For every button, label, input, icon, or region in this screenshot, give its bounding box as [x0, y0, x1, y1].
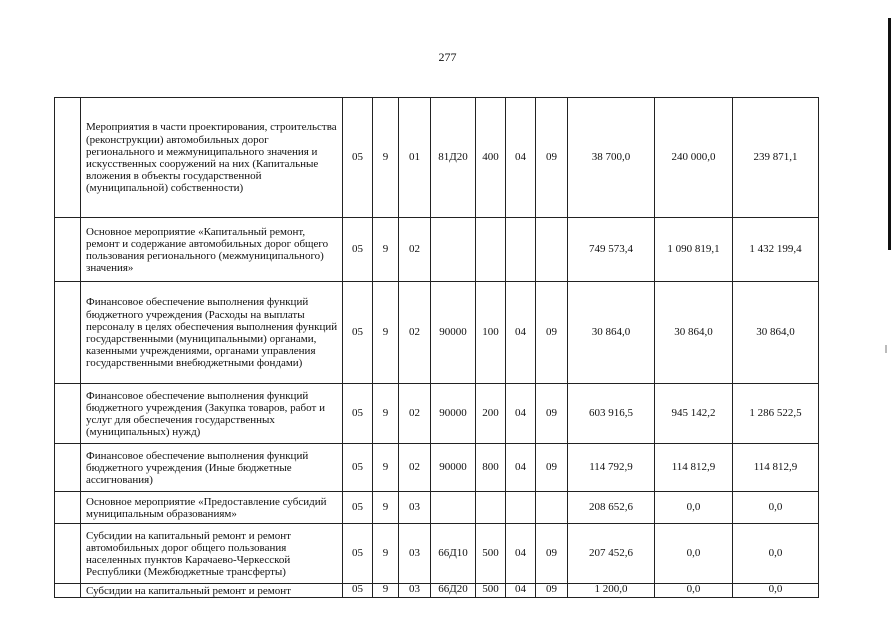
row-amount-cell: 0,0 — [655, 492, 733, 524]
row-amount-cell: 1 090 819,1 — [655, 218, 733, 282]
table-row — [55, 492, 819, 524]
row-code-cell: 05 — [343, 584, 373, 598]
row-code-cell: 05 — [343, 218, 373, 282]
row-code-cell — [476, 492, 506, 524]
row-amount-cell: 38 700,0 — [568, 98, 655, 218]
row-code-cell: 01 — [399, 98, 431, 218]
row-code-cell: 400 — [476, 98, 506, 218]
row-name-cell: Субсидии на капитальный ремонт и ремонт — [81, 584, 343, 598]
row-code-cell: 200 — [476, 384, 506, 444]
row-name-cell: Субсидии на капитальный ремонт и ремонт автомобильных дорог общего пользования населенных пунктов Карачаево-Черкесской Республики (Межбюджетные трансферты) — [81, 524, 343, 584]
budget-table — [54, 97, 819, 598]
row-amount-cell: 208 652,6 — [568, 492, 655, 524]
scan-edge-line — [888, 18, 891, 250]
table-row — [55, 584, 819, 598]
row-code-cell — [536, 492, 568, 524]
scan-artifact — [885, 345, 887, 353]
row-amount-cell: 114 792,9 — [568, 444, 655, 492]
row-amount-cell: 239 871,1 — [733, 98, 819, 218]
row-amount-cell: 945 142,2 — [655, 384, 733, 444]
row-name-cell: Основное мероприятие «Капитальный ремонт, ремонт и содержание автомобильных дорог общего пользования регионального (межмуниципального) значения» — [81, 218, 343, 282]
row-code-cell: 04 — [506, 98, 536, 218]
row-code-cell — [476, 218, 506, 282]
row-code-cell: 04 — [506, 282, 536, 384]
row-amount-cell: 0,0 — [733, 492, 819, 524]
row-amount-cell: 603 916,5 — [568, 384, 655, 444]
table-row — [55, 98, 819, 218]
row-blank-cell — [55, 282, 81, 384]
row-blank-cell — [55, 218, 81, 282]
row-code-cell: 09 — [536, 282, 568, 384]
row-code-cell: 04 — [506, 444, 536, 492]
row-amount-cell: 1 286 522,5 — [733, 384, 819, 444]
row-amount-cell: 30 864,0 — [568, 282, 655, 384]
page-number: 277 — [438, 50, 457, 64]
row-code-cell — [506, 218, 536, 282]
row-code-cell: 03 — [399, 524, 431, 584]
row-code-cell: 81Д20 — [431, 98, 476, 218]
row-code-cell — [431, 492, 476, 524]
row-code-cell — [431, 218, 476, 282]
row-code-cell: 9 — [373, 584, 399, 598]
row-code-cell: 05 — [343, 282, 373, 384]
row-code-cell: 66Д20 — [431, 584, 476, 598]
row-code-cell: 02 — [399, 384, 431, 444]
row-amount-cell: 30 864,0 — [655, 282, 733, 384]
row-code-cell: 02 — [399, 218, 431, 282]
row-amount-cell: 114 812,9 — [733, 444, 819, 492]
table-row — [55, 218, 819, 282]
row-amount-cell: 207 452,6 — [568, 524, 655, 584]
row-code-cell: 800 — [476, 444, 506, 492]
row-code-cell: 09 — [536, 98, 568, 218]
row-code-cell: 9 — [373, 492, 399, 524]
table-row — [55, 524, 819, 584]
row-name-cell: Финансовое обеспечение выполнения функций бюджетного учреждения (Иные бюджетные ассигнования) — [81, 444, 343, 492]
row-amount-cell: 30 864,0 — [733, 282, 819, 384]
row-code-cell: 90000 — [431, 384, 476, 444]
row-code-cell: 90000 — [431, 282, 476, 384]
row-code-cell: 09 — [536, 524, 568, 584]
row-code-cell: 9 — [373, 524, 399, 584]
row-blank-cell — [55, 524, 81, 584]
row-code-cell: 09 — [536, 444, 568, 492]
row-code-cell — [536, 218, 568, 282]
row-code-cell: 500 — [476, 524, 506, 584]
row-code-cell: 9 — [373, 282, 399, 384]
row-code-cell: 05 — [343, 524, 373, 584]
row-amount-cell: 0,0 — [733, 524, 819, 584]
row-code-cell: 09 — [536, 584, 568, 598]
row-amount-cell: 1 200,0 — [568, 584, 655, 598]
row-amount-cell: 0,0 — [655, 584, 733, 598]
row-code-cell: 9 — [373, 218, 399, 282]
row-code-cell: 9 — [373, 384, 399, 444]
row-name-cell: Финансовое обеспечение выполнения функций бюджетного учреждения (Закупка товаров, работ и услуг для обеспечения государственных (муниципальных) нужд) — [81, 384, 343, 444]
row-code-cell: 04 — [506, 524, 536, 584]
row-name-cell: Мероприятия в части проектирования, строительства (реконструкции) автомобильных дорог регионального и межмуниципального значения и искусственных сооружений на них (Капитальные вложения в объекты государственной (муниципальной) собственности) — [81, 98, 343, 218]
row-amount-cell: 749 573,4 — [568, 218, 655, 282]
row-blank-cell — [55, 384, 81, 444]
row-code-cell: 04 — [506, 584, 536, 598]
row-code-cell: 100 — [476, 282, 506, 384]
row-code-cell: 500 — [476, 584, 506, 598]
row-amount-cell: 114 812,9 — [655, 444, 733, 492]
row-blank-cell — [55, 584, 81, 598]
row-amount-cell: 240 000,0 — [655, 98, 733, 218]
row-code-cell: 05 — [343, 444, 373, 492]
row-name-cell: Основное мероприятие «Предоставление субсидий муниципальным образованиям» — [81, 492, 343, 524]
row-code-cell: 05 — [343, 98, 373, 218]
row-code-cell: 66Д10 — [431, 524, 476, 584]
row-code-cell: 02 — [399, 282, 431, 384]
row-blank-cell — [55, 98, 81, 218]
row-amount-cell: 1 432 199,4 — [733, 218, 819, 282]
row-amount-cell: 0,0 — [655, 524, 733, 584]
row-blank-cell — [55, 444, 81, 492]
row-code-cell: 03 — [399, 584, 431, 598]
row-code-cell: 04 — [506, 384, 536, 444]
row-code-cell — [506, 492, 536, 524]
row-code-cell: 90000 — [431, 444, 476, 492]
row-code-cell: 03 — [399, 492, 431, 524]
row-amount-cell: 0,0 — [733, 584, 819, 598]
table-row — [55, 384, 819, 444]
row-code-cell: 9 — [373, 98, 399, 218]
row-code-cell: 09 — [536, 384, 568, 444]
row-code-cell: 02 — [399, 444, 431, 492]
table-row — [55, 444, 819, 492]
row-code-cell: 05 — [343, 492, 373, 524]
table-row — [55, 282, 819, 384]
row-name-cell: Финансовое обеспечение выполнения функций бюджетного учреждения (Расходы на выплаты персоналу в целях обеспечения выполнения функций государственными (муниципальными) органами, казенными учреждениями, органами управления государственными внебюджетными фондами) — [81, 282, 343, 384]
row-blank-cell — [55, 492, 81, 524]
row-code-cell: 9 — [373, 444, 399, 492]
row-code-cell: 05 — [343, 384, 373, 444]
